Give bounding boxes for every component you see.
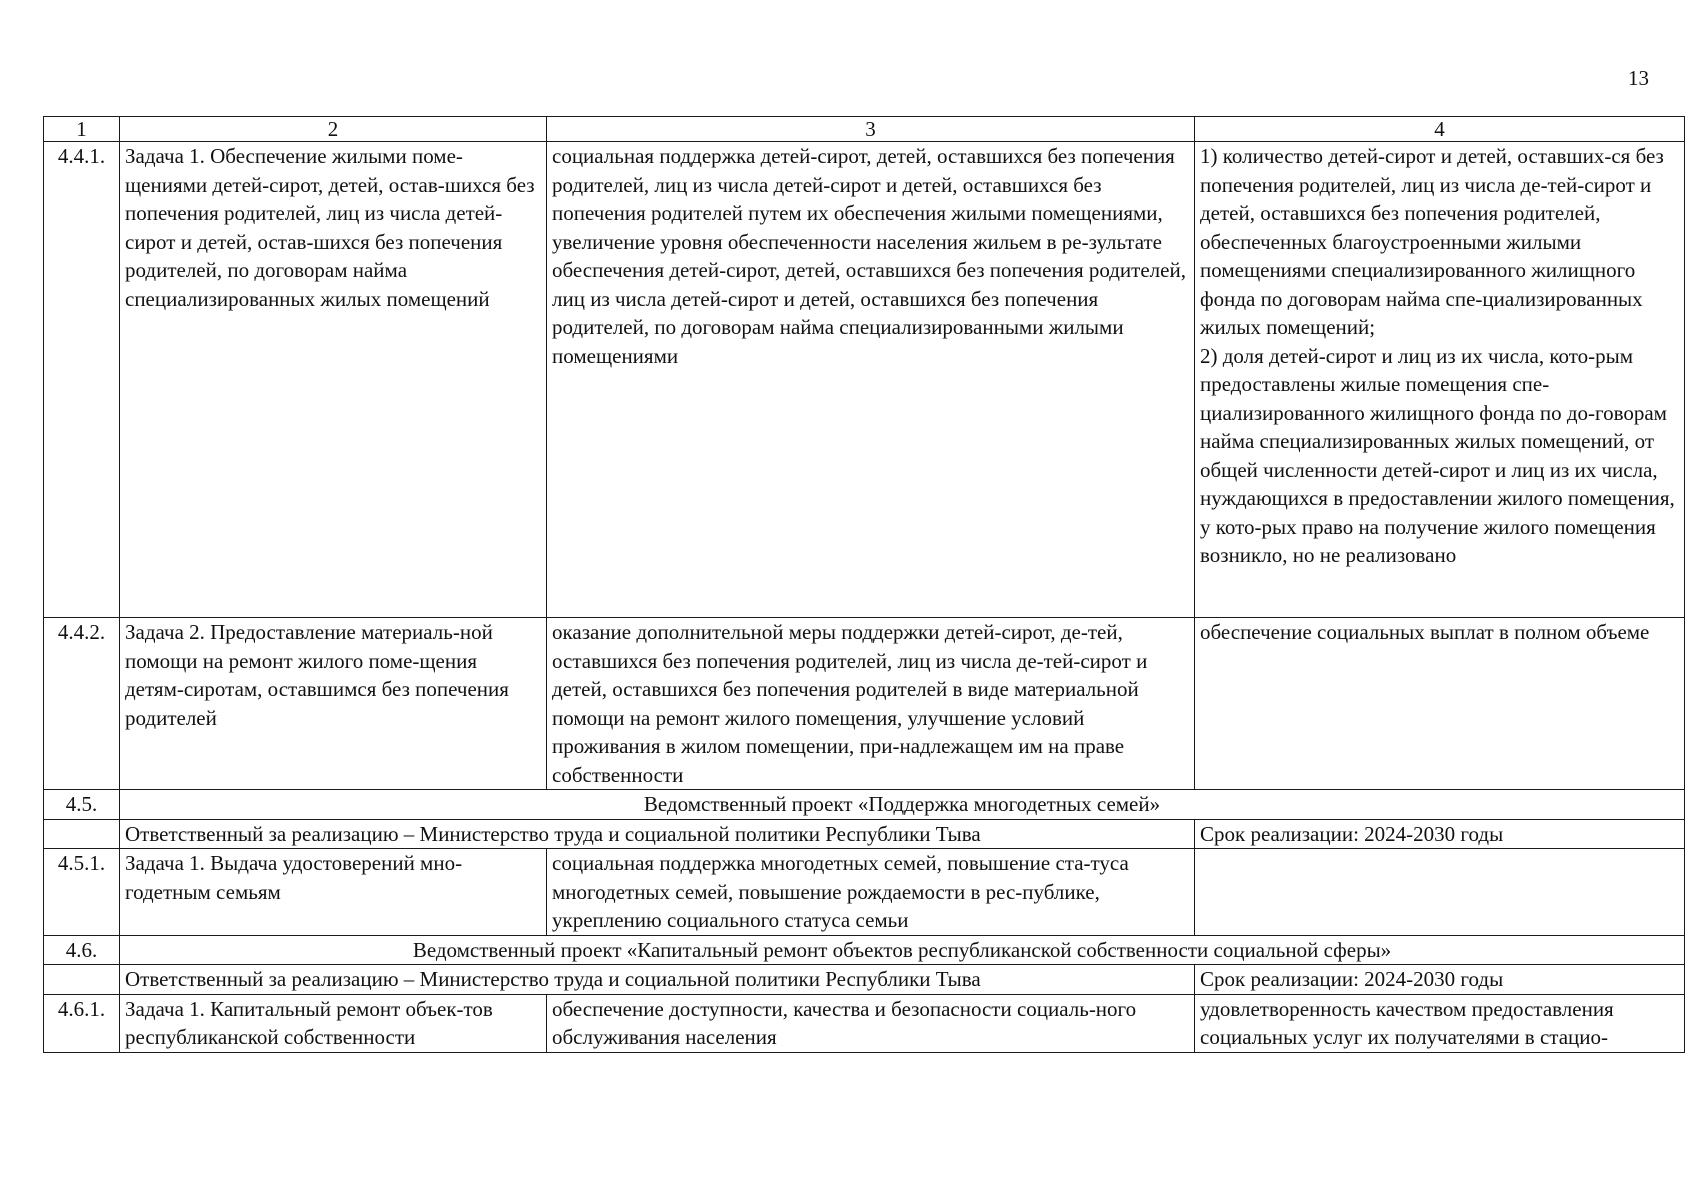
effect-cell: оказание дополнительной меры поддержки детей-сирот, де-тей, оставшихся без попечения родителей, лиц из числа де-тей-сирот и детей, оставшихся без попечения родителей в виде материальной помощи на ремонт жилого помещения, улучшение условий проживания в жилом помещении, при-надлежащем им на праве собственности	[547, 618, 1195, 790]
measures-table	[43, 116, 1685, 1053]
row-number: 4.5.	[44, 790, 120, 820]
indicator-text-1: 1) количество детей-сирот и детей, оставших-ся без попечения родителей, лиц из числа де-тей-сирот и детей, оставшихся без попечения родителей, обеспеченных благоустроенными жилыми помещениями специализированного жилищного фонда по договорам найма спе-циализированных жилых помещений;	[1200, 144, 1664, 339]
table-row-4-6-1	[44, 994, 1685, 1052]
effect-cell: социальная поддержка многодетных семей, повышение ста-туса многодетных семей, повышение рождаемости в рес-публике, укреплению социального статуса семьи	[547, 849, 1195, 936]
indicator-cell: обеспечение социальных выплат в полном объеме	[1195, 618, 1685, 790]
task-cell: Задача 1. Обеспечение жилыми поме-щениями детей-сирот, детей, остав-шихся без попечения родителей, лиц из числа детей-сирот и детей, остав-шихся без попечения родителей, по договорам найма специализированных жилых помещений	[120, 142, 547, 618]
effect-text-1: социальная поддержка детей-сирот, детей, оставшихся без попечения родителей, лиц из числа детей-сирот и детей, оставшихся без попечения родителей путем их обеспечения жилыми помещениями,	[552, 144, 1175, 225]
responsible-row-4-6	[44, 965, 1685, 995]
responsible-cell: Ответственный за реализацию – Министерство труда и социальной политики Республики Тыва	[120, 819, 1195, 849]
row-number: 4.4.2.	[44, 618, 120, 790]
header-cell-3: 3	[547, 117, 1195, 142]
term-cell: Срок реализации: 2024-2030 годы	[1195, 819, 1685, 849]
row-number: 4.4.1.	[44, 142, 120, 618]
indicator-cell	[1195, 849, 1685, 936]
project-row-4-6	[44, 935, 1685, 965]
table-row-4-5-1	[44, 849, 1685, 936]
task-cell: Задача 1. Выдача удостоверений мно-годетным семьям	[120, 849, 547, 936]
term-cell: Срок реализации: 2024-2030 годы	[1195, 965, 1685, 995]
effect-cell: обеспечение доступности, качества и безопасности социаль-ного обслуживания населения	[547, 994, 1195, 1052]
project-title: Ведомственный проект «Поддержка многодетных семей»	[120, 790, 1685, 820]
empty-cell	[44, 819, 120, 849]
row-number: 4.6.	[44, 935, 120, 965]
indicator-text-2: 2) доля детей-сирот и лиц из их числа, кото-рым предоставлены жилые помещения спе-циализированного жилищного фонда по до-говорам найма специализированных жилых помещений, от общей численности детей-сирот и лиц из их числа, нуждающихся в предоставлении жилого помещения, у кото-рых право на получение жилого помещения возникло, но не реализовано	[1200, 343, 1675, 567]
row-number: 4.5.1.	[44, 849, 120, 936]
indicator-cell	[1195, 142, 1685, 618]
responsible-cell: Ответственный за реализацию – Министерство труда и социальной политики Республики Тыва	[120, 965, 1195, 995]
task-cell: Задача 2. Предоставление материаль-ной помощи на ремонт жилого поме-щения детям-сиротам, оставшимся без попечения родителей	[120, 618, 547, 790]
table-row-4-4-1	[44, 142, 1685, 618]
project-title: Ведомственный проект «Капитальный ремонт объектов республиканской собственности социальной сферы»	[120, 935, 1685, 965]
header-cell-4: 4	[1195, 117, 1685, 142]
header-row	[44, 117, 1685, 142]
page-number: 13	[1628, 66, 1649, 90]
header-cell-1: 1	[44, 117, 120, 142]
empty-cell	[44, 965, 120, 995]
row-number: 4.6.1.	[44, 994, 120, 1052]
effect-text-2: увеличение уровня обеспеченности населения жильем в ре-зультате обеспечения детей-сирот, детей, оставшихся без попечения родителей, лиц из числа детей-сирот и детей, оставшихся без попечения родителей, по договорам найма специализированными жилыми помещениями	[552, 229, 1186, 368]
responsible-row-4-5	[44, 819, 1685, 849]
task-cell: Задача 1. Капитальный ремонт объек-тов республиканской собственности	[120, 994, 547, 1052]
table-row-4-4-2	[44, 618, 1685, 790]
header-cell-2: 2	[120, 117, 547, 142]
project-row-4-5	[44, 790, 1685, 820]
indicator-cell: удовлетворенность качеством предоставления социальных услуг их получателями в стацио-	[1195, 994, 1685, 1052]
effect-cell	[547, 142, 1195, 618]
